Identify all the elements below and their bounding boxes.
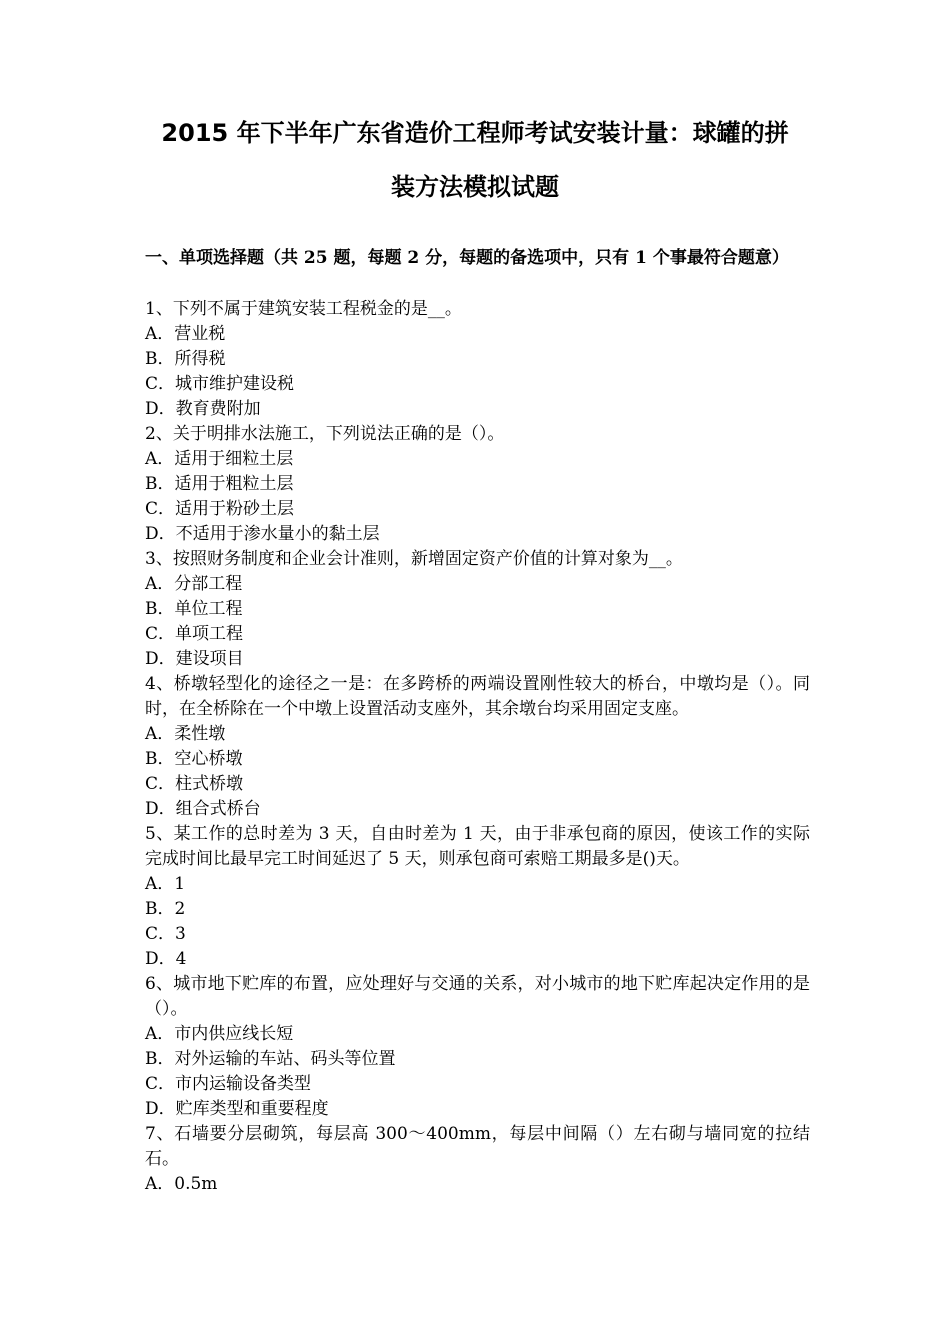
answer-option: D．建设项目 (145, 649, 244, 669)
answer-option: B．单位工程 (145, 599, 243, 619)
document-title-line-2: 装方法模拟试题 (391, 173, 559, 201)
answer-option: D．4 (145, 949, 187, 969)
question-stem: 4、桥墩轻型化的途径之一是：在多跨桥的两端设置刚性较大的桥台，中墩均是（）。同时，在全桥除在一个中墩上设置活动支座外，其余墩台均采用固定支座。 (145, 674, 810, 719)
answer-option: C．3 (145, 924, 186, 944)
answer-option: B．对外运输的车站、码头等位置 (145, 1049, 396, 1069)
answer-option: A．0.5m (145, 1174, 218, 1194)
answer-option: D．组合式桥台 (145, 799, 261, 819)
document-title-line-1: 2015 年下半年广东省造价工程师考试安装计量：球罐的拼 (161, 119, 789, 147)
question-stem: 1、下列不属于建筑安装工程税金的是__。 (145, 299, 462, 319)
answer-option: D．贮库类型和重要程度 (145, 1099, 329, 1119)
answer-option: C．柱式桥墩 (145, 774, 244, 794)
answer-option: B．空心桥墩 (145, 749, 243, 769)
answer-option: C．城市维护建设税 (145, 374, 295, 394)
answer-option: A．营业税 (145, 324, 226, 344)
answer-option: A．1 (145, 874, 186, 894)
answer-option: C．单项工程 (145, 624, 244, 644)
answer-option: B．适用于粗粒土层 (145, 474, 294, 494)
question-stem: 2、关于明排水法施工，下列说法正确的是（）。 (145, 424, 505, 444)
question-stem: 3、按照财务制度和企业会计准则，新增固定资产价值的计算对象为__。 (145, 549, 683, 569)
answer-option: A．适用于细粒土层 (145, 449, 294, 469)
question-list (145, 297, 810, 1197)
answer-option: C．市内运输设备类型 (145, 1074, 312, 1094)
answer-option: A．分部工程 (145, 574, 243, 594)
answer-option: B．所得税 (145, 349, 226, 369)
answer-option: A．市内供应线长短 (145, 1024, 294, 1044)
answer-option: B．2 (145, 899, 186, 919)
answer-option: A．柔性墩 (145, 724, 226, 744)
question-stem: 5、某工作的总时差为 3 天，自由时差为 1 天，由于非承包商的原因，使该工作的实际完成时间比最早完工时间延迟了 5 天，则承包商可索赔工期最多是()天。 (145, 824, 810, 869)
question-stem: 7、石墙要分层砌筑，每层高 300～400mm，每层中间隔（）左右砌与墙同宽的拉结石。 (145, 1124, 810, 1169)
answer-option: D．教育费附加 (145, 399, 261, 419)
question-stem: 6、城市地下贮库的布置，应处理好与交通的关系，对小城市的地下贮库起决定作用的是（）。 (145, 974, 810, 1019)
answer-option: D．不适用于渗水量小的黏土层 (145, 524, 380, 544)
section-heading: 一、单项选择题（共 25 题，每题 2 分，每题的备选项中，只有 1 个事最符合题意） (145, 248, 789, 268)
answer-option: C．适用于粉砂土层 (145, 499, 295, 519)
